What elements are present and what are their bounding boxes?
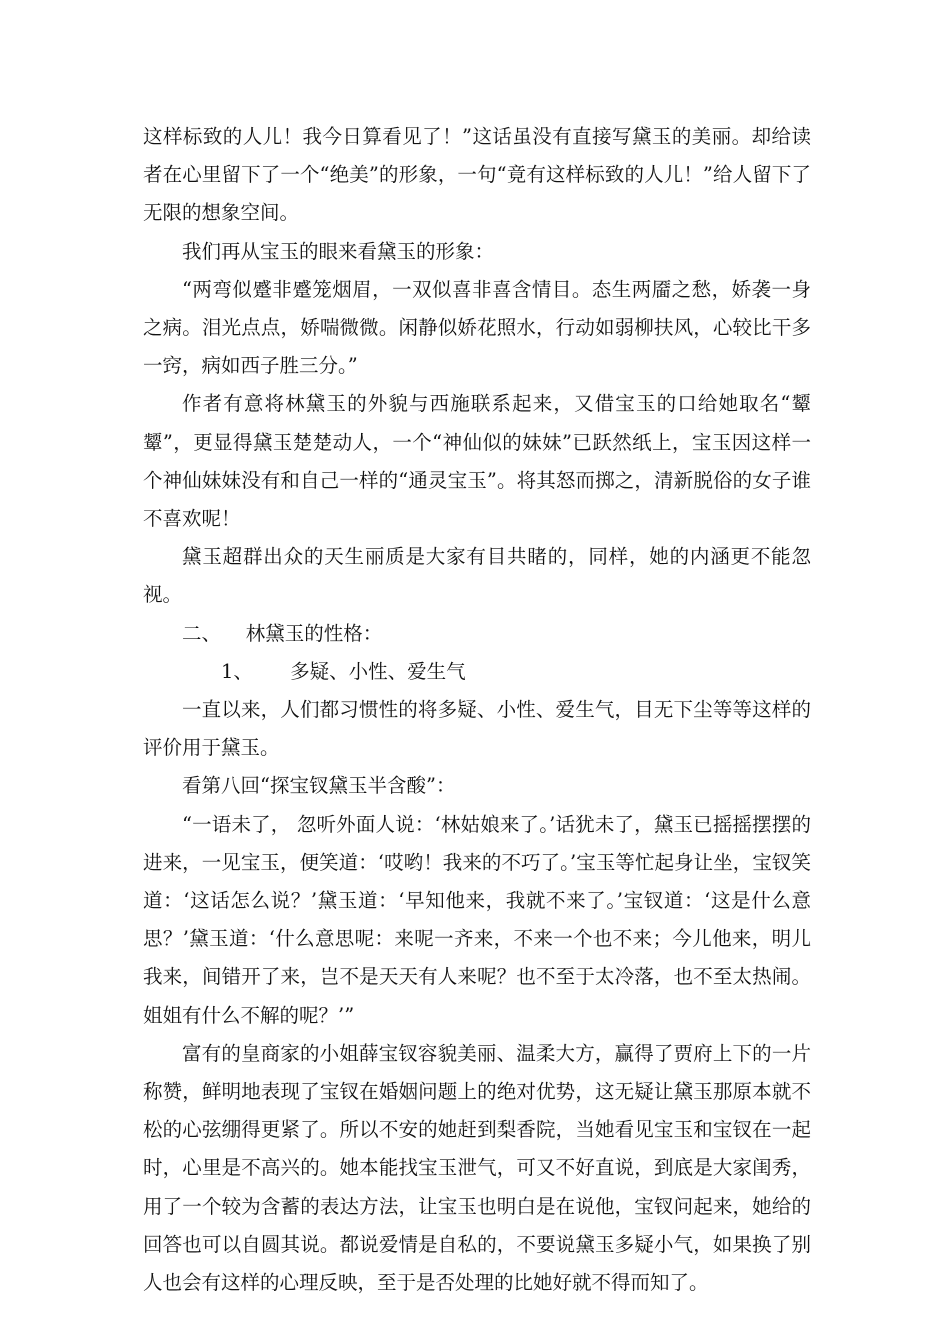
paragraph-chapter-eight-intro: 看第八回“探宝钗黛玉半含酸”： xyxy=(182,774,456,798)
paragraph-baochai-analysis: 富有的皇商家的小姐薛宝钗容貌美丽、温柔大方，赢得了贾府上下的一片称赞，鲜明地表现了宝钗在婚姻问题上的绝对优势，这无疑让黛玉那原本就不松的心弦绷得更紧了。所以不安的她赶到梨香院，当她看见宝玉和宝钗在一起时，心里是不高兴的。她本能找宝玉泄气，可又不好直说，到底是大家闺秀，用了一个较为含蓄的表达方法，让宝玉也明白是在说他，宝钗问起来，她给的回答也可以自圆其说。都说爱情是自私的，不要说黛玉多疑小气，如果换了别人也会有这样的心理反映，至于是否处理的比她好就不得而知了。 xyxy=(143,1041,811,1295)
paragraph-xishi-comparison: 作者有意将林黛玉的外貌与西施联系起来，又借宝玉的口给她取名“颦颦”，更显得黛玉楚楚动人，一个“神仙似的妹妹”已跃然纸上，宝玉因这样一个神仙妹妹没有和自己一样的“通灵宝玉”。将其怒而掷之，清新脱俗的女子谁不喜欢呢！ xyxy=(143,392,811,531)
paragraph-common-evaluation: 一直以来，人们都习惯性的将多疑、小性、爱生气，目无下尘等等这样的评价用于黛玉。 xyxy=(143,698,811,760)
paragraph-intro-baoyu-view: 我们再从宝玉的眼来看黛玉的形象： xyxy=(182,239,495,263)
paragraph-continuation: 这样标致的人儿！我今日算看见了！”这话虽没有直接写黛玉的美丽。却给读者在心里留下了一个“绝美”的形象，一句“竟有这样标致的人儿！”给人留下了无限的想象空间。 xyxy=(143,125,811,225)
document-body xyxy=(143,118,811,1302)
section-heading-personality: 二、 林黛玉的性格： xyxy=(182,621,383,645)
paragraph-inner-qualities: 黛玉超群出众的天生丽质是大家有目共睹的，同样，她的内涵更不能忽视。 xyxy=(143,545,811,607)
quote-daiyu-description: “两弯似蹙非蹙笼烟眉，一双似喜非喜含情目。态生两靥之愁，娇袭一身之病。泪光点点，娇喘微微。闲静似娇花照水，行动如弱柳扶风，心较比干多一窍，病如西子胜三分。” xyxy=(143,277,811,378)
quote-chapter-eight: “一语未了， 忽听外面人说：‘林姑娘来了。’话犹未了，黛玉已摇摇摆摆的进来，一见宝玉，便笑道：‘哎哟！我来的不巧了。’宝玉等忙起身让坐，宝钗笑道：‘这话怎么说？’黛玉道：‘早知他来，我就不来了。’宝钗道：‘这是什么意思？’黛玉道：‘什么意思呢：来呢一齐来，不来一个也不来；今儿他来，明儿我来，间错开了来，岂不是天天有人来呢？也不至于太冷落，也不至太热闹。姐姐有什么不解的呢？’” xyxy=(143,812,811,1027)
subsection-heading-suspicious: 1、 多疑、小性、爱生气 xyxy=(221,659,466,683)
